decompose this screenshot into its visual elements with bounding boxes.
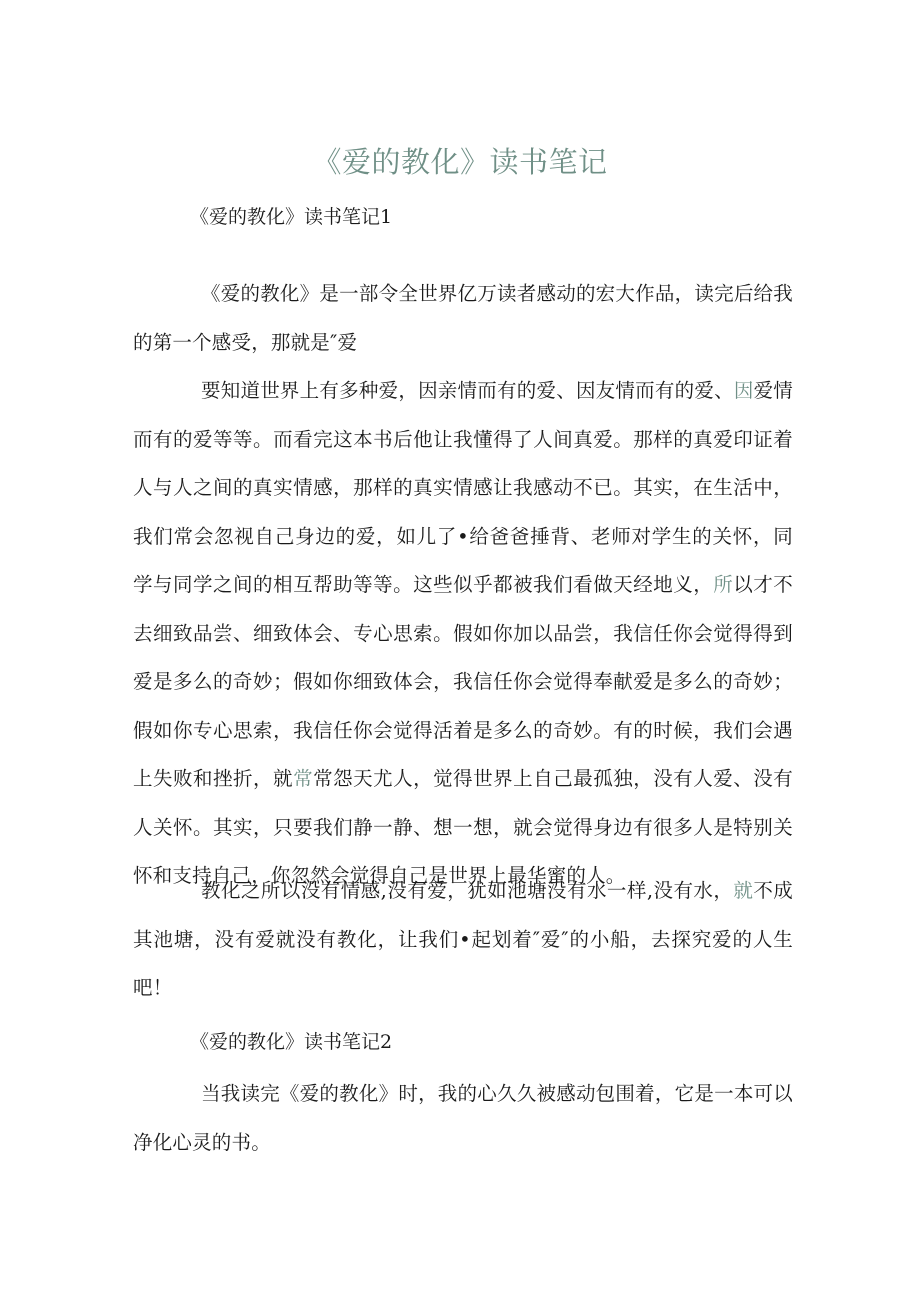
section-heading-1: 《爱的教化》读书笔记1 bbox=[190, 206, 393, 228]
paragraph-2 bbox=[133, 367, 793, 901]
section-heading-2: 《爱的教化》读书笔记2 bbox=[190, 1031, 393, 1053]
paragraph-3 bbox=[133, 867, 793, 1013]
paragraph-4 bbox=[133, 1070, 793, 1167]
paragraph-3-text-a: 教化之所以没有情感,没有爱，犹如池塘没有水一样,没有水， bbox=[201, 879, 734, 902]
paragraph-2-text-c: 以才不去细致品尝、细致体会、专心思索。假如你加以品尝，我信任你会觉得得到爱是多么的奇妙；假如你细致体会，我信任你会觉得奉献爱是多么的奇妙；假如你专心思索，我信任你会觉得活着是多么的奇妙。有的时候，我们会遇上失败和挫折，就 bbox=[133, 573, 793, 790]
paragraph-2-highlight-1: 因 bbox=[733, 379, 754, 402]
paragraph-3-text-b: 不成其池塘，没有爱就没有教化，让我们•起划着″爱″的小船，去探究爱的人生吧！ bbox=[133, 879, 794, 999]
paragraph-2-text-d: 常怨天尤人，觉得世界上自己最孤独，没有人爱、没有人关怀。其实，只要我们静一静、想一想，就会觉得身边有很多人是特别关怀和支持自己，你忽然会觉得自己是世界上最华蜜的人。 bbox=[133, 767, 793, 887]
paragraph-3-highlight: 就 bbox=[733, 879, 754, 902]
paragraph-4-text: 当我读完《爱的教化》时，我的心久久被感动包围着，它是一本可以净化心灵的书。 bbox=[133, 1082, 793, 1154]
paragraph-1 bbox=[133, 270, 793, 367]
paragraph-2-highlight-3: 常 bbox=[293, 767, 314, 790]
document-title: 《爱的教化》读书笔记 bbox=[312, 145, 608, 179]
paragraph-2-text-b: 爱情而有的爱等等。而看完这本书后他让我懂得了人间真爱。那样的真爱印证着人与人之间的真实情感，那样的真实情感让我感动不已。其实，在生活中，我们常会忽视自己身边的爱，如儿了•给爸爸捶背、老师对学生的关怀，同学与同学之间的相互帮助等等。这些似乎都被我们看做天经地义， bbox=[133, 379, 793, 596]
paragraph-2-text-a: 要知道世界上有多种爱，因亲情而有的爱、因友情而有的爱、 bbox=[201, 379, 734, 402]
paragraph-2-highlight-2: 所 bbox=[713, 573, 734, 596]
paragraph-1-text: 《爱的教化》是一部令全世界亿万读者感动的宏大作品，读完后给我的第一个感受，那就是″爱 bbox=[133, 282, 793, 354]
